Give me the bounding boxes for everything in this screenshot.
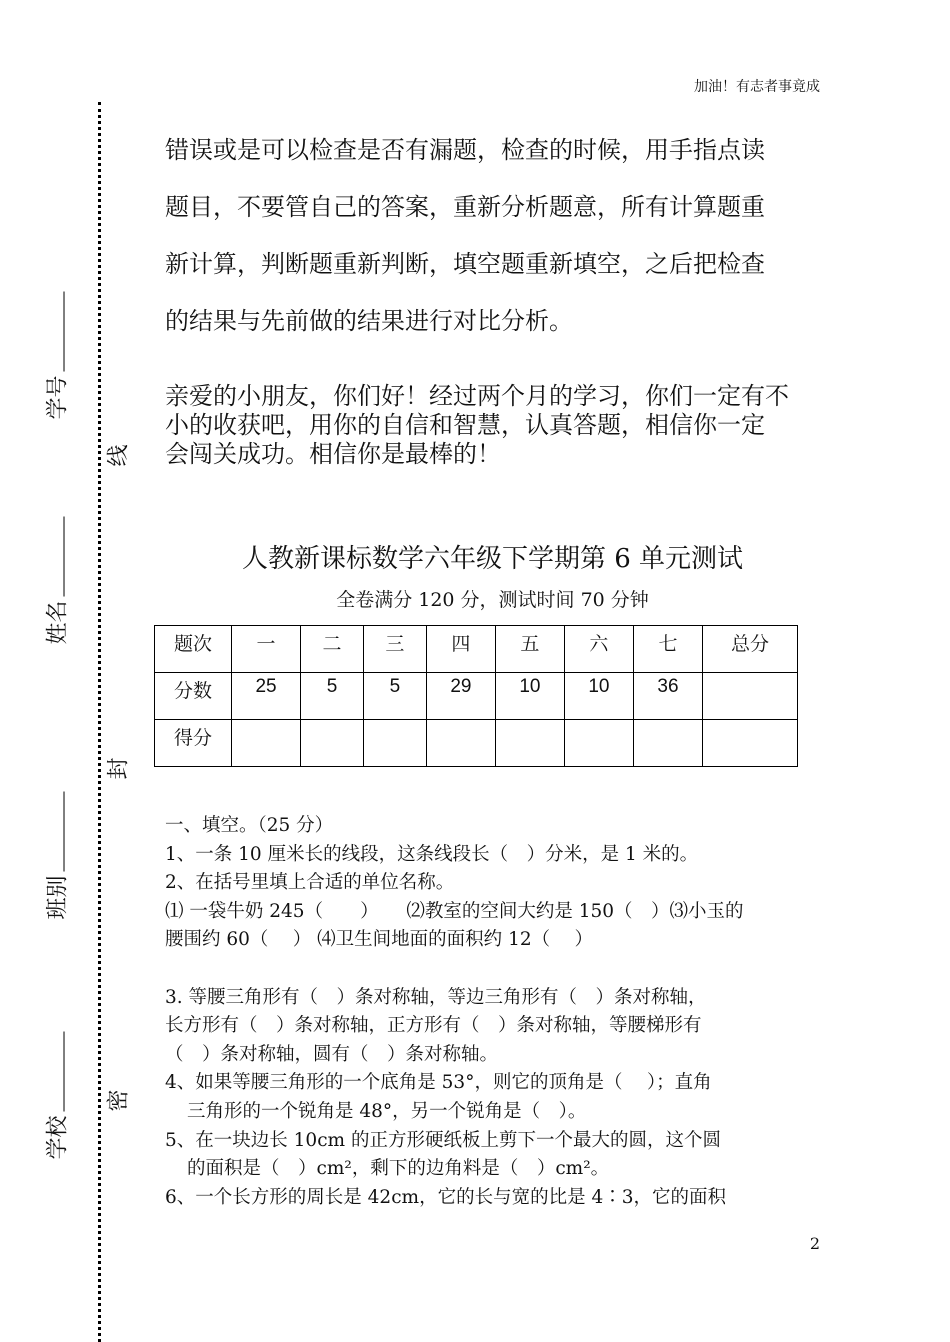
table-cell: 25 — [232, 673, 301, 720]
table-cell: 三 — [363, 626, 426, 673]
table-cell: 六 — [564, 626, 633, 673]
binding-dotted-line — [98, 102, 101, 1342]
table-cell: 二 — [301, 626, 364, 673]
seal-char-seal: 封 — [106, 757, 132, 780]
table-cell: 29 — [426, 673, 495, 720]
class-field[interactable] — [41, 791, 72, 919]
checking-tips — [165, 122, 820, 350]
table-row-earned — [155, 720, 798, 767]
school-field[interactable] — [41, 1031, 72, 1159]
score-table — [154, 625, 798, 767]
tips-line: 新计算，判断题重新判断，填空题重新填空，之后把检查 — [165, 250, 765, 278]
score-input-cell[interactable] — [703, 720, 798, 767]
table-cell: 一 — [232, 626, 301, 673]
name-field[interactable] — [41, 516, 72, 644]
table-row-points — [155, 673, 798, 720]
seal-char-secret: 密 — [106, 1089, 132, 1112]
school-blank[interactable] — [64, 1031, 65, 1111]
student-id-label: 学号 — [45, 375, 71, 420]
table-cell: 四 — [426, 626, 495, 673]
tips-line: 题目，不要管自己的答案，重新分析题意，所有计算题重 — [165, 193, 765, 221]
score-input-cell[interactable] — [633, 720, 702, 767]
question-4-line-a: 4、如果等腰三角形的一个底角是 53°，则它的顶角是（ ）；直角 — [165, 1072, 712, 1094]
table-cell: 5 — [301, 673, 364, 720]
question-4-line-b: 三角形的一个锐角是 48°，另一个锐角是（ ）。 — [187, 1100, 587, 1122]
question-3-line-b: 长方形有（ ）条对称轴，正方形有（ ）条对称轴，等腰梯形有 — [165, 1015, 702, 1037]
student-id-blank[interactable] — [64, 291, 65, 371]
intro-line: 亲爱的小朋友，你们好！经过两个月的学习，你们一定有不 — [165, 382, 789, 410]
section-heading: 一、填空。（25 分） — [165, 815, 334, 836]
student-id-field[interactable] — [41, 291, 72, 419]
questions-section — [165, 812, 825, 1212]
question-3-line-a: 3. 等腰三角形有（ ）条对称轴，等边三角形有（ ）条对称轴， — [165, 986, 707, 1008]
class-label: 班别 — [45, 875, 71, 920]
table-cell: 10 — [495, 673, 564, 720]
question-5-line-b: 的面积是（ ）cm²，剩下的边角料是（ ）cm²。 — [187, 1158, 610, 1180]
table-cell: 得分 — [155, 720, 232, 767]
table-row-header — [155, 626, 798, 673]
header-motto: 加油！有志者事竟成 — [694, 79, 820, 95]
school-label: 学校 — [45, 1115, 71, 1160]
table-cell: 五 — [495, 626, 564, 673]
table-cell — [703, 673, 798, 720]
question-6: 6、一个长方形的周长是 42cm，它的长与宽的比是 4∶3，它的面积 — [165, 1186, 727, 1208]
page-number: 2 — [809, 1234, 820, 1253]
question-3-line-c: （ ）条对称轴，圆有（ ）条对称轴。 — [165, 1043, 499, 1065]
tips-line: 错误或是可以检查是否有漏题，检查的时候，用手指点读 — [165, 136, 765, 164]
tips-line: 的结果与先前做的结果进行对比分析。 — [165, 307, 573, 335]
table-cell: 分数 — [155, 673, 232, 720]
table-cell: 36 — [633, 673, 702, 720]
table-cell: 七 — [633, 626, 702, 673]
question-2: 2、在括号里填上合适的单位名称。 — [165, 872, 455, 894]
exam-subtitle: 全卷满分 120 分，测试时间 70 分钟 — [336, 589, 649, 611]
score-input-cell[interactable] — [301, 720, 364, 767]
question-2-line-b: 腰围约 60（ ） ⑷卫生间地面的面积约 12（ ） — [165, 929, 593, 951]
score-input-cell[interactable] — [363, 720, 426, 767]
table-cell: 题次 — [155, 626, 232, 673]
intro-greeting — [165, 382, 820, 469]
spacer — [165, 955, 825, 984]
name-label: 姓名 — [45, 600, 71, 645]
question-1: 1、一条 10 厘米长的线段，这条线段长（ ）分米，是 1 米的。 — [165, 843, 699, 865]
score-input-cell[interactable] — [232, 720, 301, 767]
table-cell: 5 — [363, 673, 426, 720]
question-2-line-a: ⑴ 一袋牛奶 245（ ） ⑵教室的空间大约是 150（ ）⑶小玉的 — [165, 900, 744, 922]
intro-line: 会闯关成功。相信你是最棒的！ — [165, 440, 501, 468]
table-cell: 10 — [564, 673, 633, 720]
table-cell: 总分 — [703, 626, 798, 673]
exam-title: 人教新课标数学六年级下学期第 6 单元测试 — [241, 544, 744, 574]
score-input-cell[interactable] — [426, 720, 495, 767]
score-input-cell[interactable] — [564, 720, 633, 767]
seal-char-line: 线 — [106, 444, 132, 467]
question-5-line-a: 5、在一块边长 10cm 的正方形硬纸板上剪下一个最大的圆，这个圆 — [165, 1129, 721, 1151]
class-blank[interactable] — [64, 791, 65, 871]
intro-line: 小的收获吧，用你的自信和智慧，认真答题，相信你一定 — [165, 411, 765, 439]
score-input-cell[interactable] — [495, 720, 564, 767]
